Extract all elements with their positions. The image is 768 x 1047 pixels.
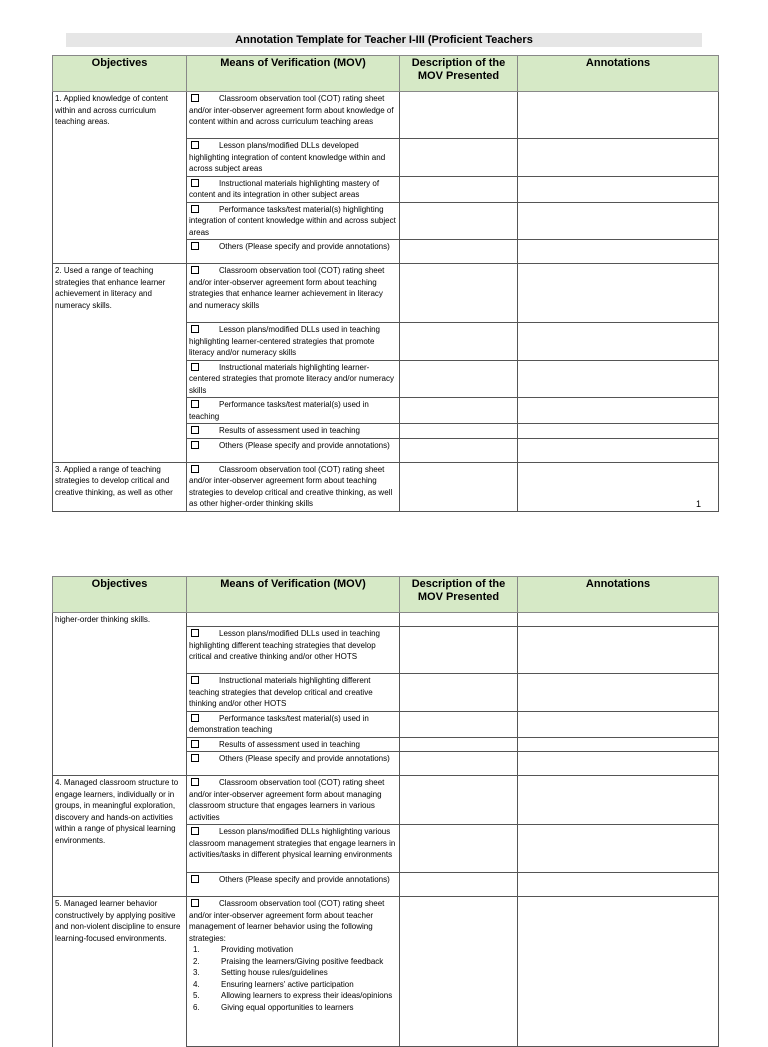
annotation-cell[interactable] [518, 360, 719, 398]
description-cell[interactable] [400, 92, 518, 139]
mov-item: Classroom observation tool (COT) rating sheet and/or inter-observer agreement form about teaching strategies that enhance learner achievement in literacy and numeracy skills [187, 264, 400, 323]
annotation-table-page-2 [52, 576, 719, 1047]
list-item: 4. Ensuring learners' active participation [193, 979, 354, 989]
annotation-cell[interactable] [518, 627, 719, 674]
annotation-cell[interactable] [518, 424, 719, 439]
description-cell[interactable] [400, 139, 518, 177]
annotation-cell[interactable] [518, 674, 719, 712]
checkbox-icon[interactable] [191, 778, 199, 786]
header-annotations: Annotations [518, 56, 719, 92]
description-cell[interactable] [400, 240, 518, 264]
header-annotations: Annotations [518, 577, 719, 613]
objective-5: 5. Managed learner behavior constructively by applying positive and non-violent discipline to ensure learning-focused environments. [53, 897, 187, 1047]
description-cell[interactable] [400, 674, 518, 712]
mov-item: Others (Please specify and provide annotations) [187, 873, 400, 897]
objective-2: 2. Used a range of teaching strategies that enhance learner achievement in literacy and numeracy skills. [53, 264, 187, 323]
annotation-cell[interactable] [518, 711, 719, 737]
checkbox-icon[interactable] [191, 242, 199, 250]
checkbox-icon[interactable] [191, 827, 199, 835]
annotation-cell[interactable] [518, 462, 719, 511]
mov-item: Classroom observation tool (COT) rating sheet and/or inter-observer agreement form about managing classroom structure that engages learners in various activities [187, 776, 400, 825]
description-cell[interactable] [400, 752, 518, 776]
objective-4: 4. Managed classroom structure to engage learners, individually or in groups, in meaningful exploration, discovery and hands-on activities within a range of physical learning environments. [53, 776, 187, 873]
list-item: 5. Allowing learners to express their ideas/opinions [193, 991, 393, 1000]
annotation-cell[interactable] [518, 176, 719, 202]
page-number: 1 [696, 499, 702, 509]
description-cell[interactable] [400, 323, 518, 361]
checkbox-icon[interactable] [191, 441, 199, 449]
header-mov: Means of Verification (MOV) [187, 577, 400, 613]
checkbox-icon[interactable] [191, 94, 199, 102]
checkbox-icon[interactable] [191, 426, 199, 434]
description-cell[interactable] [400, 360, 518, 398]
description-cell[interactable] [400, 776, 518, 825]
description-cell[interactable] [400, 462, 518, 511]
mov-item: Results of assessment used in teaching [187, 424, 400, 439]
checkbox-icon[interactable] [191, 754, 199, 762]
mov-item: Instructional materials highlighting different teaching strategies that develop critical and creative thinking and/or other HOTS [187, 674, 400, 712]
list-item: 2. Praising the learners/Giving positive feedback [193, 956, 384, 966]
header-description: Description of the MOV Presented [400, 56, 518, 92]
description-cell[interactable] [400, 737, 518, 752]
header-objectives: Objectives [53, 56, 187, 92]
checkbox-icon[interactable] [191, 325, 199, 333]
checkbox-icon[interactable] [191, 179, 199, 187]
annotation-cell[interactable] [518, 202, 719, 240]
checkbox-icon[interactable] [191, 266, 199, 274]
mov-item: Results of assessment used in teaching [187, 737, 400, 752]
description-cell[interactable] [400, 398, 518, 424]
mov-item: Others (Please specify and provide annotations) [187, 240, 400, 264]
annotation-cell[interactable] [518, 873, 719, 897]
checkbox-icon[interactable] [191, 629, 199, 637]
annotation-cell[interactable] [518, 752, 719, 776]
checkbox-icon[interactable] [191, 899, 199, 907]
objective-3-continued: higher-order thinking skills. [53, 613, 187, 627]
description-cell[interactable] [400, 613, 518, 627]
header-mov: Means of Verification (MOV) [187, 56, 400, 92]
description-cell[interactable] [400, 176, 518, 202]
header-description: Description of the MOV Presented [400, 577, 518, 613]
checkbox-icon[interactable] [191, 141, 199, 149]
mov-item: Classroom observation tool (COT) rating sheet and/or inter-observer agreement form about teaching strategies to develop critical and creative thinking, as well as other higher-order thinking skills [187, 462, 400, 511]
document-title: Annotation Template for Teacher I-III (Proficient Teachers [66, 33, 702, 47]
annotation-cell[interactable] [518, 825, 719, 873]
description-cell[interactable] [400, 438, 518, 462]
description-cell[interactable] [400, 264, 518, 323]
mov-item: Performance tasks/test material(s) used in teaching [187, 398, 400, 424]
description-cell[interactable] [400, 873, 518, 897]
annotation-cell[interactable] [518, 240, 719, 264]
annotation-cell[interactable] [518, 264, 719, 323]
mov-item: Performance tasks/test material(s) highlighting integration of content knowledge within and across subject areas [187, 202, 400, 240]
description-cell[interactable] [400, 627, 518, 674]
annotation-cell[interactable] [518, 92, 719, 139]
header-objectives: Objectives [53, 577, 187, 613]
description-cell[interactable] [400, 711, 518, 737]
annotation-table-page-1 [52, 55, 719, 512]
annotation-cell[interactable] [518, 897, 719, 1047]
mov-item: Others (Please specify and provide annotations) [187, 752, 400, 776]
mov-item: Instructional materials highlighting mastery of content and its integration in other subject areas [187, 176, 400, 202]
annotation-cell[interactable] [518, 438, 719, 462]
checkbox-icon[interactable] [191, 875, 199, 883]
checkbox-icon[interactable] [191, 740, 199, 748]
mov-item: Classroom observation tool (COT) rating sheet and/or inter-observer agreement form about knowledge of content within and across curriculum teaching areas [187, 92, 400, 139]
description-cell[interactable] [400, 897, 518, 1047]
list-item: 3. Setting house rules/guidelines [193, 968, 328, 977]
annotation-cell[interactable] [518, 613, 719, 627]
objective-3: 3. Applied a range of teaching strategies to develop critical and creative thinking, as well as other [53, 462, 187, 511]
checkbox-icon[interactable] [191, 714, 199, 722]
checkbox-icon[interactable] [191, 363, 199, 371]
description-cell[interactable] [400, 202, 518, 240]
annotation-cell[interactable] [518, 776, 719, 825]
checkbox-icon[interactable] [191, 465, 199, 473]
mov-item: Performance tasks/test material(s) used in demonstration teaching [187, 711, 400, 737]
checkbox-icon[interactable] [191, 676, 199, 684]
description-cell[interactable] [400, 424, 518, 439]
mov-item: Lesson plans/modified DLLs used in teaching highlighting different teaching strategies that develop critical and creative thinking and/or other HOTS [187, 627, 400, 674]
list-item: 6. Giving equal opportunities to learners [193, 1002, 354, 1012]
annotation-cell[interactable] [518, 139, 719, 177]
mov-item: Lesson plans/modified DLLs developed highlighting integration of content knowledge within and across subject areas [187, 139, 400, 177]
mov-item: Instructional materials highlighting learner-centered strategies that promote literacy and/or numeracy skills [187, 360, 400, 398]
description-cell[interactable] [400, 825, 518, 873]
mov-item: Others (Please specify and provide annotations) [187, 438, 400, 462]
mov-item: Lesson plans/modified DLLs used in teaching highlighting learner-centered strategies that promote literacy and/or numeracy skills [187, 323, 400, 361]
list-item: 1. Providing motivation [193, 945, 294, 954]
strategy-list [189, 944, 397, 1013]
mov-item: Lesson plans/modified DLLs highlighting various classroom management strategies that engage learners in activities/tasks in different physical learning environments [187, 825, 400, 873]
checkbox-icon[interactable] [191, 400, 199, 408]
annotation-cell[interactable] [518, 398, 719, 424]
annotation-cell[interactable] [518, 323, 719, 361]
annotation-cell[interactable] [518, 737, 719, 752]
objective-1: 1. Applied knowledge of content within and across curriculum teaching areas. [53, 92, 187, 139]
mov-item: Classroom observation tool (COT) rating sheet and/or inter-observer agreement form about teacher management of learner behavior using the following strategies: 1. Providing motivation 2. Praising the learners/Giving positive feedback 3. Setting house rules/guidelines 4. Ensuring learners' active participation 5. Allowing learners to express their ideas/opinions 6. Giving equal opportunities to learners [187, 897, 400, 1047]
checkbox-icon[interactable] [191, 205, 199, 213]
